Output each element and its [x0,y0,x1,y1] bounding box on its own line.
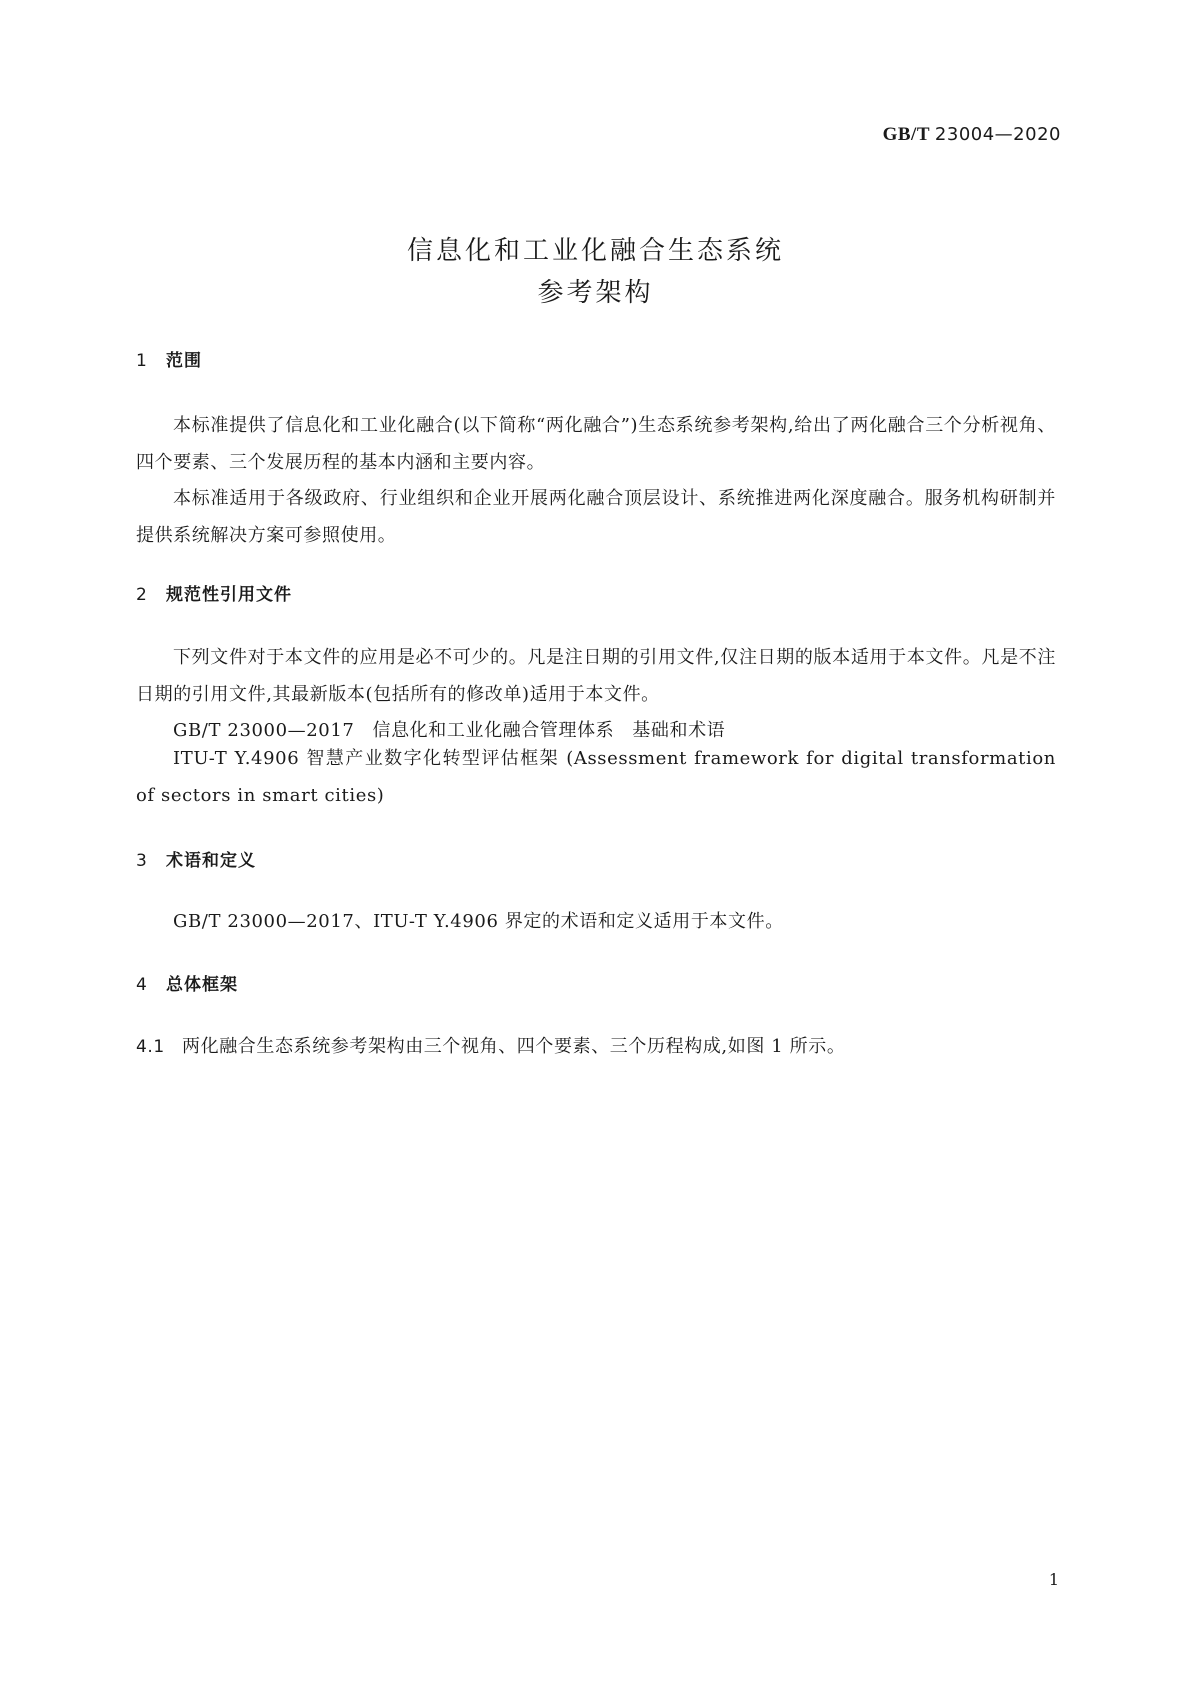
section-1-paragraph-2: 本标准适用于各级政府、行业组织和企业开展两化融合顶层设计、系统推进两化深度融合。服务机构研制并提供系统解决方案可参照使用。 [136,488,1056,546]
section-4-number: 4 [136,975,148,995]
reference-1-subtitle: 基础和术语 [632,720,726,741]
section-3-number: 3 [136,851,148,871]
section-1-title: 范围 [166,351,202,371]
section-2-number: 2 [136,585,148,605]
reference-1-code: GB/T 23000—2017 [173,720,355,741]
document-title-line2: 参考架构 [537,278,654,308]
section-1-heading [136,346,202,371]
section-2-heading [136,580,292,605]
section-3-heading [136,846,256,871]
section-3-title: 术语和定义 [166,851,256,871]
standard-code-number: 23004—2020 [934,124,1061,145]
reference-1-title: 信息化和工业化融合管理体系 [372,720,615,741]
clause-4-1 [136,1032,845,1058]
section-3-paragraph-1: GB/T 23000—2017、ITU-T Y.4906 界定的术语和定义适用于本文件。 [173,911,784,932]
standard-code [883,124,1061,146]
clause-4-1-text: 两化融合生态系统参考架构由三个视角、四个要素、三个历程构成,如图 1 所示。 [182,1036,846,1057]
section-1-paragraph-1: 本标准提供了信息化和工业化融合(以下简称“两化融合”)生态系统参考架构,给出了两化融合三个分析视角、四个要素、三个发展历程的基本内涵和主要内容。 [136,415,1056,473]
section-2-paragraph-1: 下列文件对于本文件的应用是必不可少的。凡是注日期的引用文件,仅注日期的版本适用于本文件。凡是不注日期的引用文件,其最新版本(包括所有的修改单)适用于本文件。 [136,647,1056,705]
section-2-title: 规范性引用文件 [166,585,292,605]
clause-4-1-number: 4.1 [136,1037,165,1057]
section-1-number: 1 [136,351,148,371]
section-4-title: 总体框架 [166,975,238,995]
normative-reference-1 [173,716,725,742]
normative-reference-2: ITU-T Y.4906 智慧产业数字化转型评估框架 (Assessment framework for digital transformation of sectors in smart cities) [136,748,1056,806]
section-4-heading [136,970,238,995]
standard-code-prefix: GB/T [882,124,930,145]
document-title-line1: 信息化和工业化融合生态系统 [406,236,784,266]
page-number: 1 [1048,1570,1059,1589]
